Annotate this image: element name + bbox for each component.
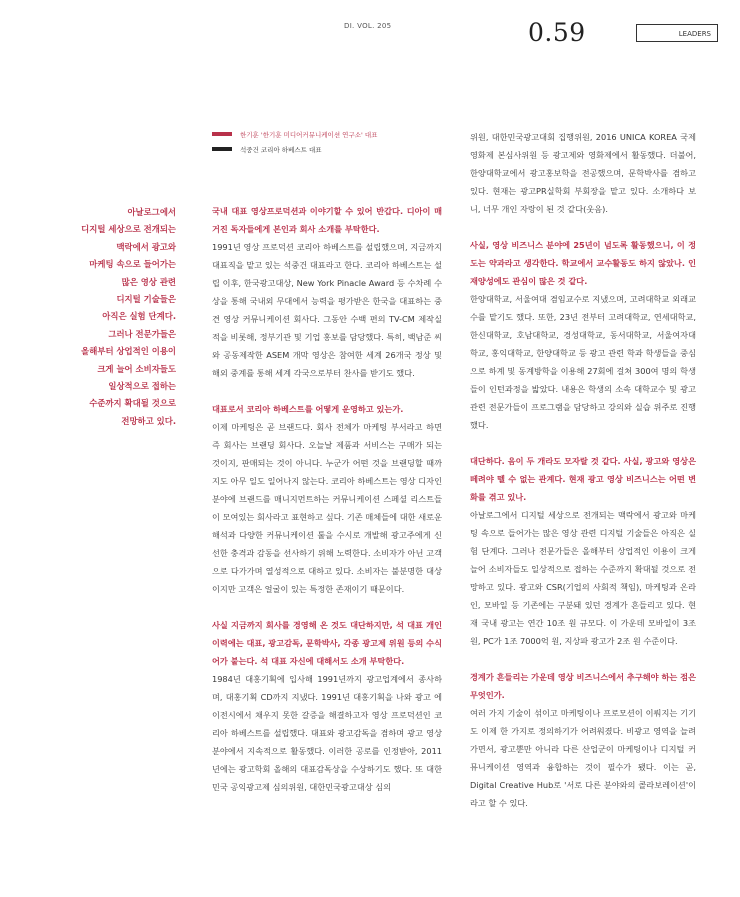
magazine-issue: DI. VOL. 205 — [344, 22, 392, 30]
bylines — [212, 128, 377, 158]
pull-quote-line: 맥락에서 광고와 — [116, 241, 176, 252]
pull-quote-line: 올해부터 상업적인 이용이 — [81, 346, 176, 357]
pull-quote-line: 많은 영상 관련 — [121, 276, 176, 287]
paragraph-gap — [470, 650, 696, 668]
paragraph-gap — [212, 598, 442, 616]
byline-interviewer — [212, 128, 377, 140]
pull-quote-line: 디지털 세상으로 전개되는 — [81, 224, 176, 235]
interview-question: 사실, 영상 비즈니스 분야에 25년이 넘도록 활동했으니, 이 정도는 약과라고 생각한다. 학교에서 교수활동도 하지 않았나. 인재양성에도 관심이 많은 것 같다. — [470, 240, 696, 286]
interview-answer: 한양대학교, 서울여대 겸임교수로 지냈으며, 고려대학교 외래교수를 맡기도 했다. 또한, 23년 전부터 고려대학교, 연세대학교, 한신대학교, 호남대학교, 경성대학교, 동서대학교, 서울여자대학교, 홍익대학교, 한양대학교 등 광고 관련 학과 학생들을 중심으로 하계 및 동계방학을 이용해 27회에 걸쳐 300여 명의 학생들이 인턴과정을 밟았다. 내용은 학생의 소속 대학교수 및 광고 관련 전문가들이 프로그램을 담당하고 강의와 실습 위주로 진행했다. — [470, 294, 696, 430]
article-column-left — [212, 202, 442, 796]
interview-question: 국내 대표 영상프로덕션과 이야기할 수 있어 반갑다. 디아이 매거진 독자들에게 본인과 회사 소개를 부탁한다. — [212, 206, 442, 234]
interview-question: 사실 지금까지 회사를 경영해 온 것도 대단하지만, 석 대표 개인 이력에는 대표, 광고감독, 문학박사, 각종 광고제 위원 등의 수식어가 붙는다. 석 대표 자신에 대해서도 소개 부탁한다. — [212, 620, 442, 666]
byline-accent-bar — [212, 132, 232, 136]
interview-question: 대단하다. 음이 두 개라도 모자랄 것 같다. 사실, 광고와 영상은 떼려야 뗄 수 없는 관계다. 현재 광고 영상 비즈니스는 어떤 변화를 겪고 있나. — [470, 456, 696, 502]
pull-quote-line: 아직은 실험 단계다. — [102, 311, 176, 322]
interview-question: 경계가 흔들리는 가운데 영상 비즈니스에서 추구해야 하는 점은 무엇인가. — [470, 672, 696, 700]
pull-quote-line: 디지털 기술들은 — [116, 294, 176, 305]
pull-quote-line: 일상적으로 접하는 — [108, 381, 176, 392]
paragraph-gap — [212, 382, 442, 400]
pull-quote-line: 그러나 전문가들은 — [108, 328, 176, 339]
paragraph-gap — [470, 434, 696, 452]
pull-quote-line: 수준까지 확대될 것으로 — [89, 398, 176, 409]
interview-answer: 이제 마케팅은 곧 브랜드다. 회사 전체가 마케팅 부서라고 하면 즉 회사는 브랜딩 회사다. 오늘날 제품과 서비스는 구매가 되는 것이지, 판매되는 것이 아니다. 누군가 어떤 것을 브랜딩할 때까지도 아무 일도 일어나지 않는다. 코리아 하베스트는 영상 디자인 분야에 브랜드를 매니지먼트하는 커뮤니케이션 스페셜 리스트들이 모여있는 회사라고 표현하고 싶다. 기존 매체들에 대한 새로운 해석과 다양한 커뮤니케이션 툴을 수시로 개발해 광고주에게 신선한 충격과 감동을 선사하기 위해 노력한다. 소비자가 아닌 고객으로 다가가며 열성적으로 대하고 있다. 소비자는 불분명한 대상이지만 고객은 얼굴이 있는 특정한 존재이기 때문이다. — [212, 422, 442, 594]
paragraph-gap — [470, 218, 696, 236]
byline-interviewee-text: 석중건 코리아 하베스트 대표 — [240, 145, 322, 154]
pull-quote-line: 마케팅 속으로 들어가는 — [89, 259, 176, 270]
pull-quote-line: 아날로그에서 — [127, 207, 176, 217]
interview-answer: 여러 가지 기술이 섞이고 마케팅이나 프로모션이 이뤄지는 기기도 이제 한 가지로 정의하기가 어려워졌다. 비광고 영역을 늘려가면서, 광고뿐만 아니라 다른 산업군이 마케팅이나 디지털 커뮤니케이션 영역과 융합하는 것이 필수가 됐다. 이는 곧, Digital Creative Hub로 '서로 다른 분야와의 콜라보레이션'이라고 할 수 있다. — [470, 708, 696, 808]
pull-quote — [66, 204, 176, 430]
interview-answer: 1991년 영상 프로덕션 코리아 하베스트를 설립했으며, 지금까지 대표직을 맡고 있는 석중건 대표라고 한다. 코리아 하베스트는 설립 이후, 한국광고대상, New York Pinacle Award 등 수차례 수상을 통해 국내외 무대에서 능력을 평가받은 한국을 대표하는 중견 영상 커뮤니케이션 회사다. 그동안 수백 편의 TV-CM 제작실적을 비롯해, 정부기관 및 기업 홍보를 담당했다. 특히, 백남준 씨와 공동제작한 ASEM 개막 영상은 참여한 세계 26개국 정상 및 해외 중계를 통해 세계 각국으로부터 찬사를 받기도 했다. — [212, 242, 442, 378]
byline-interviewer-text: 한기훈 '한기훈 미디어커뮤니케이션 연구소' 대표 — [240, 130, 378, 139]
interview-answer: 1984년 대홍기획에 입사해 1991년까지 광고업계에서 종사하며, 대홍기획 CD까지 지냈다. 1991년 대홍기획을 나와 광고 에이전시에서 채우지 못한 갈증을 해결하고자 영상 프로덕션인 코리아 하베스트를 설립했다. 대표와 광고감독을 겸하며 광고 영상 분야에서 지속적으로 활동했다. 이러한 공로를 인정받아, 2011년에는 광고학회 올해의 대표감독상을 수상하기도 했다. 또 대한민국 공익광고제 심의위원, 대한민국광고대상 심의 — [212, 674, 442, 792]
pull-quote-line: 전망하고 있다. — [121, 415, 176, 426]
page-number: 0.59 — [528, 18, 586, 47]
interview-answer: 아날로그에서 디지털 세상으로 전개되는 맥락에서 광고와 마케팅 속으로 들어가는 많은 영상 관련 디지털 기술들은 아직은 실험 단계다. 그러나 전문가들은 올해부터 상업적인 이용이 크게 늘어 소비자들도 일상적으로 접하는 수준까지 확대될 것으로 전망하고 있다. 광고와 CSR(기업의 사회적 책임), 마케팅과 온라인, 모바일 등 기존에는 구분돼 있던 경계가 흔들리고 있다. 현재 국내 광고는 연간 10조 원 규모다. 이 가운데 모바일이 3조 원, PC가 1조 7000억 원, 지상파 광고가 2조 원 수준이다. — [470, 510, 696, 646]
pull-quote-line: 크게 늘어 소비자들도 — [97, 363, 176, 374]
interview-question: 대표로서 코리아 하베스트를 어떻게 운영하고 있는가. — [212, 404, 404, 414]
article-column-right — [470, 128, 696, 812]
section-label: LEADERS — [636, 24, 718, 42]
byline-dark-bar — [212, 147, 232, 151]
byline-interviewee — [212, 143, 377, 155]
interview-answer: 위원, 대한민국광고대회 집행위원, 2016 UNICA KOREA 국제영화제 본심사위원 등 광고제와 영화제에서 활동했다. 더불어, 한양대학교에서 광고홍보학을 전공했으며, 문학박사를 겸하고 있다. 현재는 광고PR실학회 부회장을 맡고 있다. 소개하다 보니, 너무 개인 자랑이 된 것 같다(웃음). — [470, 132, 696, 214]
